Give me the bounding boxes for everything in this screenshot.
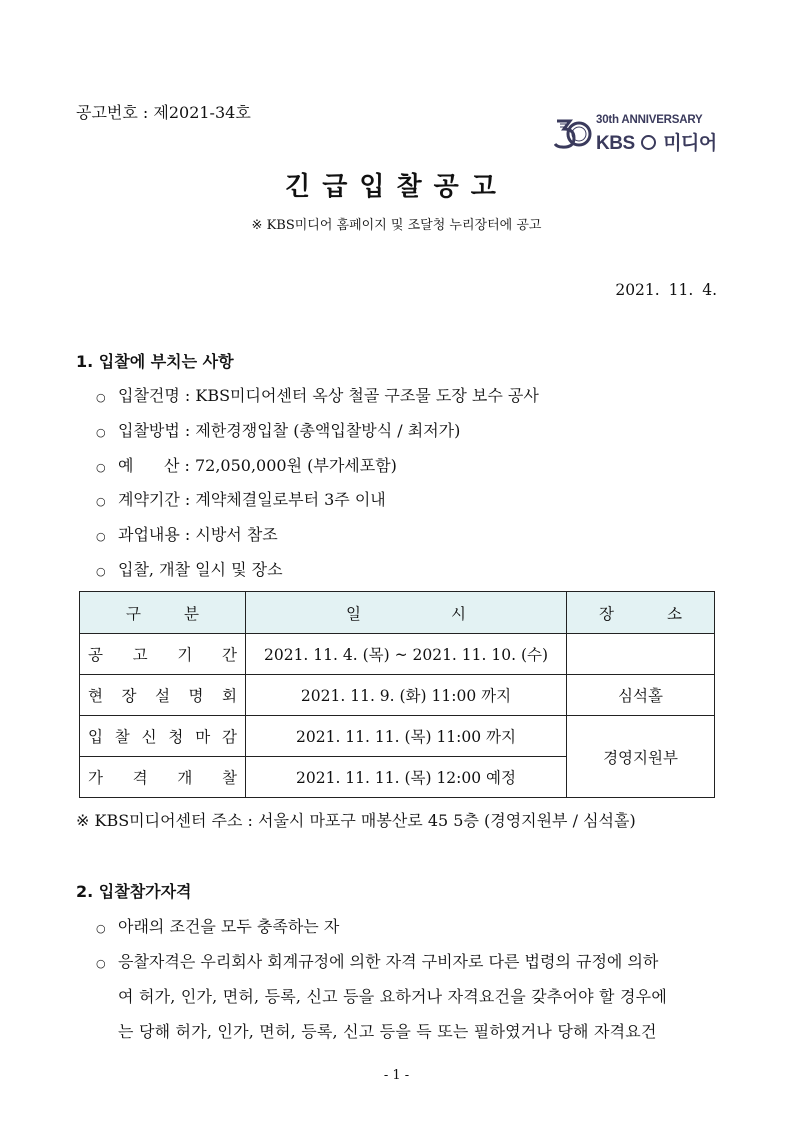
table-header-row [80, 592, 715, 634]
page-number: - 1 - [383, 1068, 410, 1083]
row-place: 경영지원부 [567, 716, 715, 798]
item-continuation-line: 여 허가, 인가, 면허, 등록, 신고 등을 요하거나 자격요건을 갖추어야 할 경우에 [118, 987, 667, 1006]
section-1-item [96, 383, 539, 406]
row-datetime: 2021. 11. 4. (목) ~ 2021. 11. 10. (수) [246, 634, 567, 675]
row-place [567, 634, 715, 675]
item-text: 아래의 조건을 모두 충족하는 자 [118, 917, 340, 936]
section-1-item [96, 522, 278, 545]
section-1-item [96, 453, 397, 476]
section-1-item [96, 418, 460, 441]
row-datetime: 2021. 11. 11. (목) 11:00 까지 [246, 716, 567, 757]
table-row [80, 675, 715, 716]
notice-date: 2021. 11. 4. [615, 281, 717, 299]
row-datetime: 2021. 11. 11. (목) 12:00 예정 [246, 757, 567, 798]
address-note: ※ KBS미디어센터 주소 : 서울시 마포구 매봉산로 45 5층 (경영지원부 / 심석홀) [76, 811, 636, 830]
header-category: 구 분 [80, 592, 246, 634]
30th-anniversary-mark-icon [554, 116, 592, 150]
row-place: 심석홀 [567, 675, 715, 716]
logo-anniversary-text: 30th ANNIVERSARY [596, 114, 703, 126]
page-title: 긴급입찰공고 [285, 172, 508, 202]
bullet-circle-icon: ○ [96, 426, 106, 439]
section-1-item [96, 557, 283, 580]
bullet-circle-icon: ○ [96, 495, 106, 508]
item-text: 응찰자격은 우리회사 회계규정에 의한 자격 구비자로 다른 법령의 규정에 의하 [118, 952, 659, 971]
logo-brand-text [596, 128, 717, 155]
kbs-media-logo [552, 110, 720, 160]
item-continuation-line: 는 당해 허가, 인가, 면허, 등록, 신고 등을 득 또는 필하였거나 당해 자격요건 [118, 1022, 657, 1041]
section-1-item [96, 487, 386, 510]
logo-media: 미디어 [663, 133, 717, 154]
notice-number: 공고번호 : 제2021-34호 [76, 103, 251, 122]
row-category: 현 장 설 명 회 [80, 675, 246, 716]
section-2-item [96, 949, 658, 972]
row-category: 입 찰 신 청 마 감 [80, 716, 246, 757]
bullet-circle-icon: ○ [96, 565, 106, 578]
item-text: 과업내용 : 시방서 참조 [118, 525, 278, 544]
item-text: 예 산 : 72,050,000원 (부가세포함) [118, 456, 397, 475]
bullet-circle-icon: ○ [96, 461, 106, 474]
globe-icon [641, 135, 656, 150]
bullet-circle-icon: ○ [96, 391, 106, 404]
table-row [80, 634, 715, 675]
item-text: 계약기간 : 계약체결일로부터 3주 이내 [118, 490, 386, 509]
subtitle: ※ KBS미디어 홈페이지 및 조달청 누리장터에 공고 [251, 218, 542, 233]
item-text: 입찰방법 : 제한경쟁입찰 (총액입찰방식 / 최저가) [118, 421, 461, 440]
row-datetime: 2021. 11. 9. (화) 11:00 까지 [246, 675, 567, 716]
row-category: 공 고 기 간 [80, 634, 246, 675]
section-2-heading: 2. 입찰참가자격 [76, 882, 192, 901]
bullet-circle-icon: ○ [96, 922, 106, 935]
bullet-circle-icon: ○ [96, 957, 106, 970]
schedule-table [79, 591, 715, 798]
row-category: 가 격 개 찰 [80, 757, 246, 798]
item-text: 입찰건명 : KBS미디어센터 옥상 철골 구조물 도장 보수 공사 [118, 386, 539, 405]
header-datetime: 일 시 [246, 592, 567, 634]
logo-kbs: KBS [596, 133, 635, 154]
table-row [80, 716, 715, 757]
bullet-circle-icon: ○ [96, 530, 106, 543]
section-1-heading: 1. 입찰에 부치는 사항 [76, 352, 234, 371]
header-place: 장 소 [567, 592, 715, 634]
section-2-item [96, 914, 339, 937]
item-text: 입찰, 개찰 일시 및 장소 [118, 560, 283, 579]
